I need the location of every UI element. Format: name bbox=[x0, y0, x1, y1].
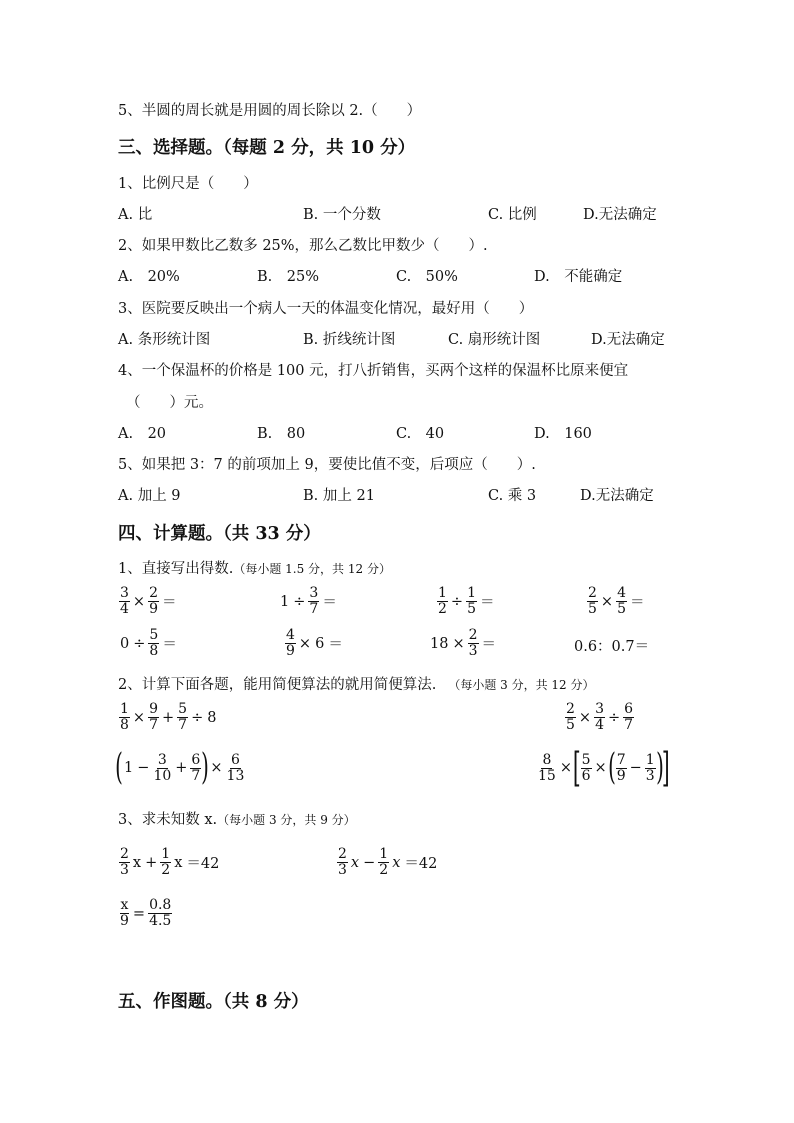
choice-q2-option-b: B. 25% bbox=[257, 269, 319, 285]
choice-q4-stem: 4、一个保温杯的价格是 100 元，打八折销售，买两个这样的保温杯比原来便宜 bbox=[118, 363, 629, 379]
choice-q3-stem: 3、医院要反映出一个病人一天的体温变化情况，最好用（ ） bbox=[118, 301, 534, 317]
oral-calc-8: 0.6：0.7＝ bbox=[574, 639, 650, 655]
calc-part1-title: 1、直接写出得数. bbox=[118, 561, 234, 577]
choice-q5-option-c: C. 乘 3 bbox=[488, 488, 537, 504]
choice-q1-stem: 1、比例尺是（ ） bbox=[118, 176, 258, 192]
section-4-title: 四、计算题。（共 33 分） bbox=[118, 524, 321, 544]
choice-q5-stem: 5、如果把 3：7 的前项加上 9，要使比值不变，后项应（ ）. bbox=[118, 457, 536, 473]
calc-part3-note: （每小题 3 分，共 9 分） bbox=[217, 813, 356, 827]
oral-calc-1: $\frac{3}{4}$ × $\frac{2}{9}$ ＝ bbox=[120, 585, 177, 617]
choice-q3-option-b: B. 折线统计图 bbox=[303, 332, 396, 348]
simplify-calc-4: $\frac{8}{15}$ × [ $\frac{5}{6}$ × ( $\frac{7}{9}$ − $\frac{1}{3}$ ) ] bbox=[538, 745, 670, 791]
choice-q4-option-a: A. 20 bbox=[118, 426, 167, 442]
calc-part3-title: 3、求未知数 x. bbox=[118, 812, 218, 828]
calc-part1-note: （每小题 1.5 分，共 12 分） bbox=[233, 562, 391, 576]
choice-q4-option-b: B. 80 bbox=[257, 426, 306, 442]
calc-part2-title: 2、计算下面各题，能用简便算法的就用简便算法. bbox=[118, 677, 437, 693]
simplify-calc-3: ( 1 − $\frac{3}{10}$ + $\frac{6}{7}$ ) × $\frac{6}{13}$ bbox=[115, 747, 245, 788]
calc-part3-heading bbox=[118, 810, 356, 830]
choice-q2-stem: 2、如果甲数比乙数多 25%，那么乙数比甲数少（ ）. bbox=[118, 238, 488, 254]
oral-calc-3: $\frac{1}{2}$ ÷ $\frac{1}{5}$ ＝ bbox=[438, 585, 495, 617]
choice-q5-option-d: D.无法确定 bbox=[580, 488, 654, 504]
choice-q2-option-c: C. 50% bbox=[396, 269, 458, 285]
choice-q5-option-a: A. 加上 9 bbox=[118, 488, 181, 504]
section-5-title: 五、作图题。（共 8 分） bbox=[118, 992, 309, 1012]
section-3-title: 三、选择题。（每题 2 分，共 10 分） bbox=[118, 138, 416, 158]
choice-q1-option-c: C. 比例 bbox=[488, 207, 537, 223]
choice-q3-option-d: D.无法确定 bbox=[591, 332, 665, 348]
choice-q1-option-b: B. 一个分数 bbox=[303, 207, 381, 223]
oral-calc-4: $\frac{2}{5}$ × $\frac{4}{5}$ ＝ bbox=[588, 585, 645, 617]
choice-q3-option-a: A. 条形统计图 bbox=[118, 332, 211, 348]
choice-q4-stem-cont: （ ）元。 bbox=[126, 395, 213, 411]
calc-part2-heading bbox=[118, 675, 595, 695]
choice-q5-option-b: B. 加上 21 bbox=[303, 488, 375, 504]
choice-q1-option-a: A. 比 bbox=[118, 207, 153, 223]
simplify-calc-2: $\frac{2}{5}$ × $\frac{3}{4}$ ÷ $\frac{6}{7}$ bbox=[566, 701, 634, 733]
choice-q2-option-a: A. 20% bbox=[118, 269, 180, 285]
oral-calc-7: 18 × $\frac{2}{3}$ ＝ bbox=[430, 627, 497, 659]
calc-part1-heading bbox=[118, 559, 391, 579]
choice-q4-option-c: C. 40 bbox=[396, 426, 445, 442]
equation-2: $\frac{2}{3}$ x − $\frac{1}{2}$ x ＝42 bbox=[338, 846, 438, 878]
equation-1: $\frac{2}{3}$ x + $\frac{1}{2}$ x ＝42 bbox=[120, 846, 220, 878]
oral-calc-2: 1 ÷ $\frac{3}{7}$ ＝ bbox=[280, 585, 337, 617]
choice-q2-option-d: D. 不能确定 bbox=[534, 269, 623, 285]
oral-calc-6: $\frac{4}{9}$ × 6 ＝ bbox=[286, 627, 343, 659]
equation-3: $\frac{x}{9}$ = $\frac{0.8}{4.5}$ bbox=[120, 897, 172, 929]
oral-calc-5: 0 ÷ $\frac{5}{8}$ ＝ bbox=[120, 627, 177, 659]
choice-q3-option-c: C. 扇形统计图 bbox=[448, 332, 541, 348]
simplify-calc-1: $\frac{1}{8}$ × $\frac{9}{7}$ + $\frac{5}{7}$ ÷ 8 bbox=[120, 701, 217, 733]
judge-question-5: 5、半圆的周长就是用圆的周长除以 2.（ ） bbox=[118, 103, 422, 119]
choice-q4-option-d: D. 160 bbox=[534, 426, 592, 442]
choice-q1-option-d: D.无法确定 bbox=[583, 207, 657, 223]
calc-part2-note: （每小题 3 分，共 12 分） bbox=[448, 678, 595, 692]
